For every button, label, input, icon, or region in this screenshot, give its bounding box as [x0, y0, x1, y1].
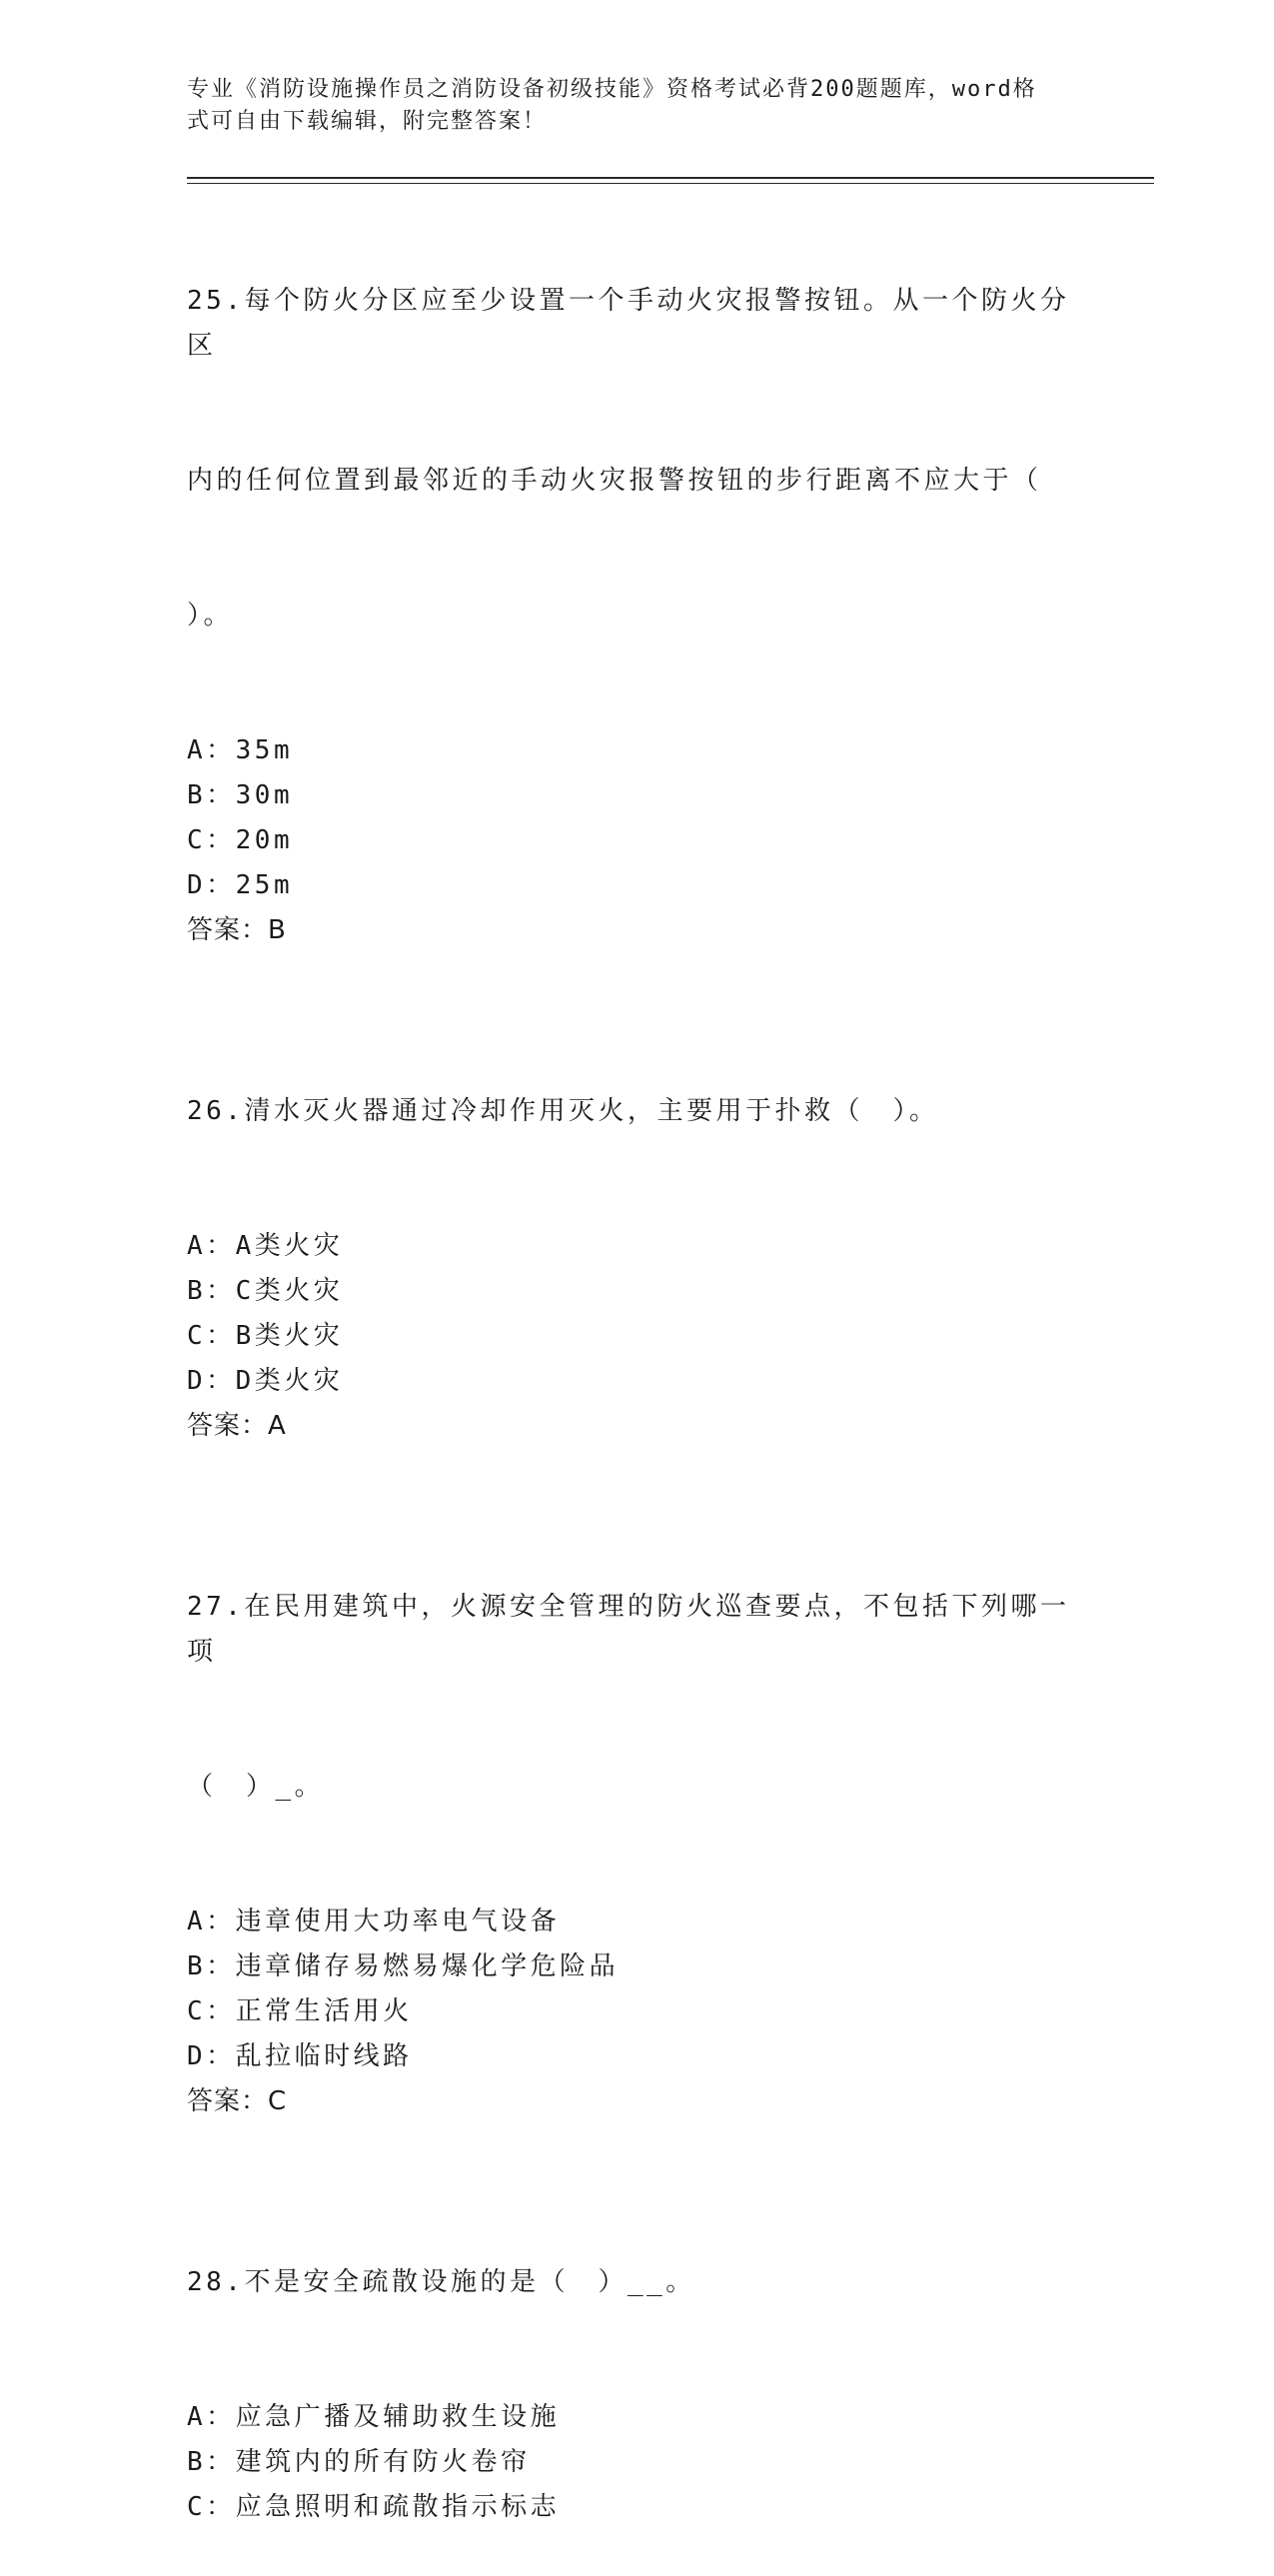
- option-a: A：35m: [187, 735, 294, 765]
- option-c: C：B类火灾: [187, 1321, 344, 1351]
- stem-line: 26.清水灭火器通过冷却作用灭火，主要用于扑救（ ）。: [187, 1096, 939, 1126]
- document-header: [187, 74, 1066, 138]
- option-b: B：违章储存易燃易爆化学危险品: [187, 1951, 620, 1981]
- question-stem: [187, 999, 1086, 1224]
- stem-line: 内的任何位置到最邻近的手动火灾报警按钮的步行距离不应大于（: [187, 466, 1042, 496]
- question-stem: [187, 189, 1086, 728]
- stem-line: （ ）_。: [187, 1772, 325, 1802]
- header-divider-thin: [187, 183, 1154, 184]
- header-line-2: 式可自由下载编辑，附完整答案！: [187, 109, 548, 134]
- answer: 答案：B: [187, 915, 287, 945]
- option-a: A：应急广播及辅助救生设施: [187, 2402, 561, 2432]
- answer: 答案：C: [187, 2086, 288, 2116]
- answer: 答案：A: [187, 1411, 287, 1441]
- question-26: [187, 999, 1086, 1449]
- stem-line: ）。: [187, 601, 234, 631]
- question-25: [187, 189, 1086, 953]
- option-c: C：正常生活用火: [187, 1996, 413, 2026]
- option-d: D：乱拉临时线路: [187, 2041, 413, 2071]
- question-stem: [187, 2170, 1086, 2395]
- header-line-1: 专业《消防设施操作员之消防设备初级技能》资格考试必背200题题库，word格: [187, 77, 1037, 102]
- option-a: A：违章使用大功率电气设备: [187, 1907, 561, 1936]
- option-b: B：30m: [187, 780, 294, 810]
- question-stem: [187, 1495, 1086, 1900]
- stem-line: 28.不是安全疏散设施的是（ ）__。: [187, 2267, 695, 2297]
- question-27: [187, 1495, 1086, 2124]
- option-d: D：D类火灾: [187, 1366, 344, 1396]
- option-a: A：A类火灾: [187, 1231, 344, 1261]
- option-c: C：20m: [187, 825, 294, 855]
- option-d: D：25m: [187, 870, 294, 900]
- question-list: [187, 189, 1086, 2576]
- option-b: B：建筑内的所有防火卷帘: [187, 2447, 531, 2477]
- question-28: [187, 2170, 1086, 2530]
- stem-line: 25.每个防火分区应至少设置一个手动火灾报警按钮。从一个防火分区: [187, 286, 1070, 361]
- option-b: B：C类火灾: [187, 1276, 344, 1306]
- stem-line: 27.在民用建筑中，火源安全管理的防火巡查要点，不包括下列哪一项: [187, 1592, 1070, 1667]
- option-c: C：应急照明和疏散指示标志: [187, 2492, 561, 2522]
- header-divider-thick: [187, 177, 1154, 179]
